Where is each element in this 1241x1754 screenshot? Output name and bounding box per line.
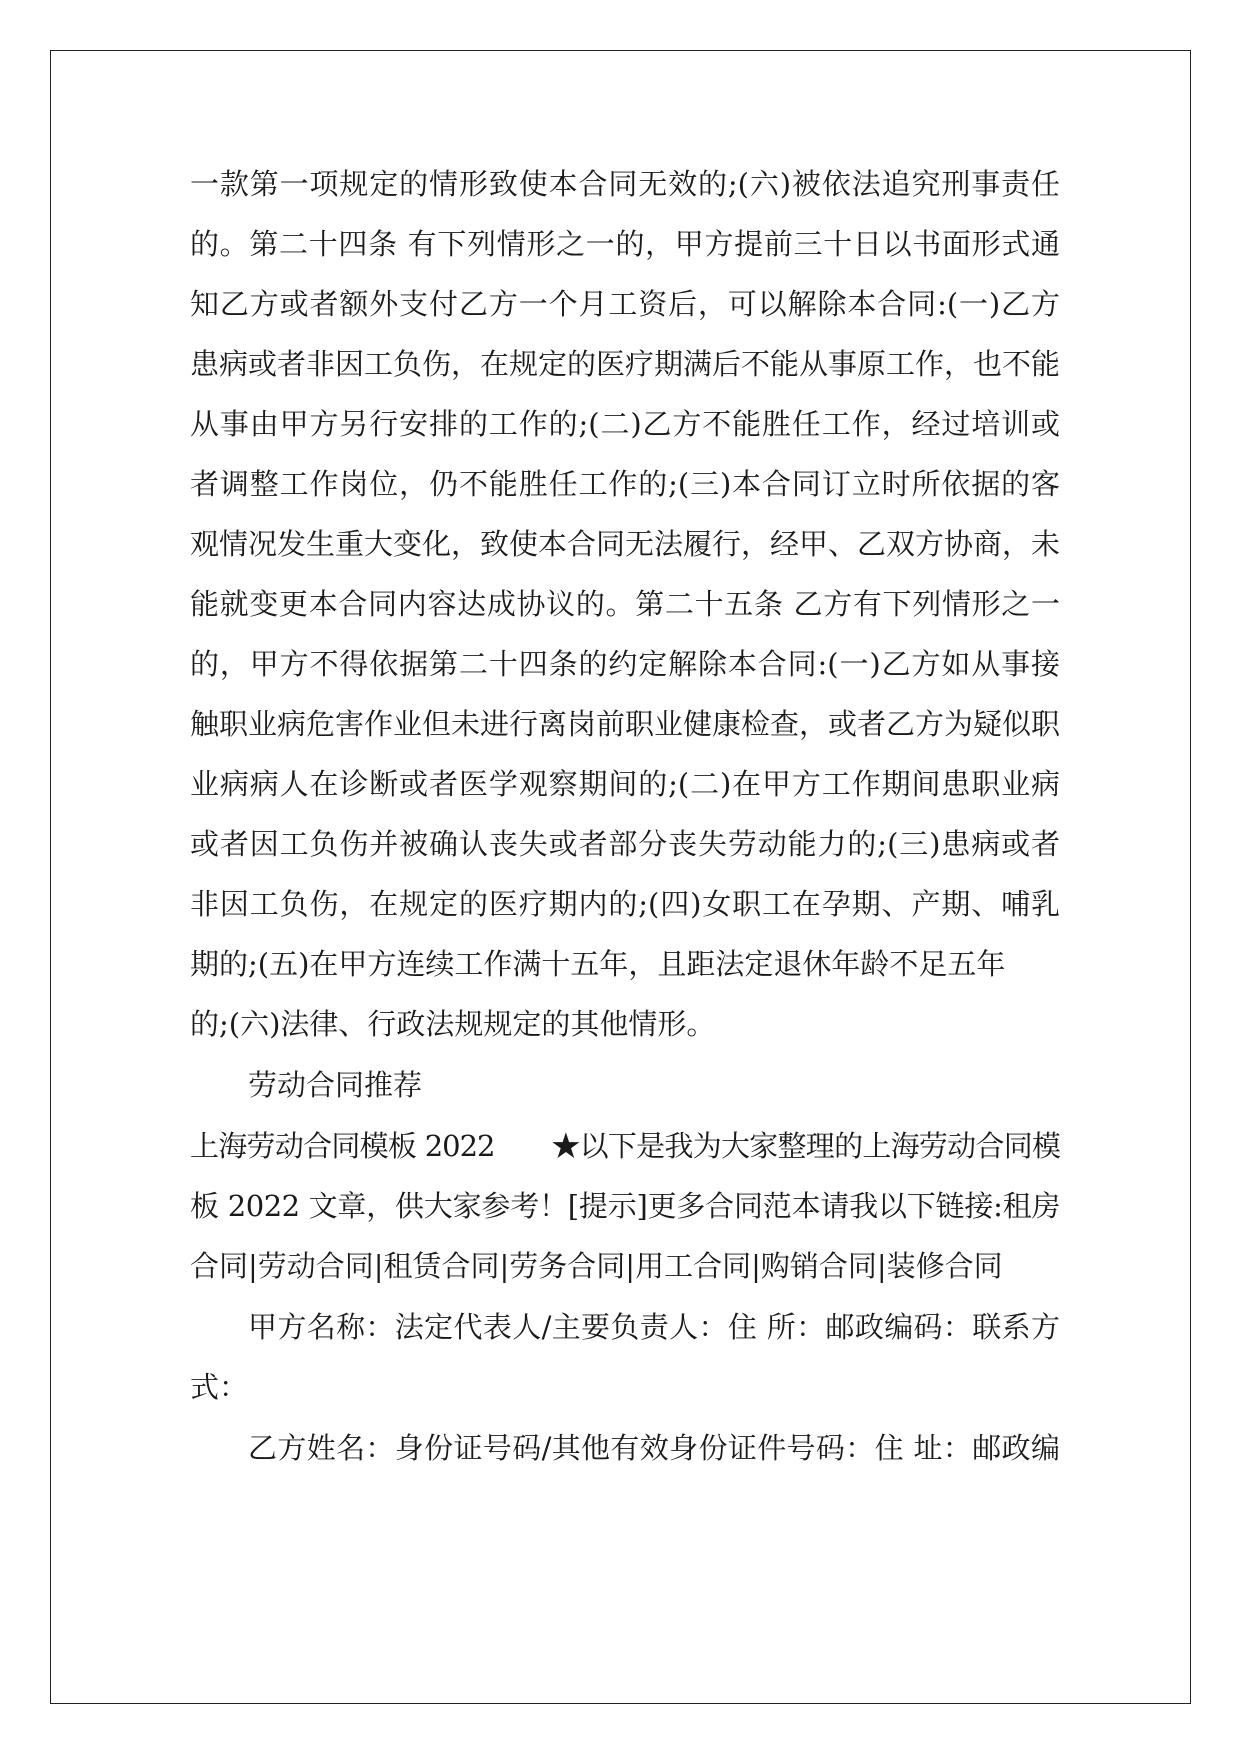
text-line: 板 2022 文章，供大家参考！[提示]更多合同范本请我以下链接:租房 <box>190 1189 1060 1223</box>
text-line: 业病病人在诊断或者医学观察期间的;(二)在甲方工作期间患职业病 <box>190 767 1060 801</box>
section-heading: 劳动合同推荐 <box>248 1068 423 1102</box>
text-line: 知乙方或者额外支付乙方一个月工资后，可以解除本合同:(一)乙方 <box>190 287 1060 321</box>
text-line: 乙方姓名：身份证号码/其他有效身份证件号码：住 址：邮政编 <box>248 1431 1060 1465</box>
text-line: 观情况发生重大变化，致使本合同无法履行，经甲、乙双方协商，未 <box>190 527 1061 561</box>
text-line: 触职业病危害作业但未进行离岗前职业健康检查，或者乙方为疑似职 <box>190 707 1061 741</box>
text-line: 或者因工负伤并被确认丧失或者部分丧失劳动能力的;(三)患病或者 <box>190 827 1060 861</box>
text-line: 患病或者非因工负伤，在规定的医疗期满后不能从事原工作，也不能 <box>190 347 1061 381</box>
text-line: 能就变更本合同内容达成协议的。第二十五条 乙方有下列情形之一 <box>190 587 1060 621</box>
text-line: 的;(六)法律、行政法规规定的其他情形。 <box>190 1007 716 1041</box>
text-line: 非因工负伤，在规定的医疗期内的;(四)女职工在孕期、产期、哺乳 <box>190 887 1060 921</box>
text-line: 上海劳动合同模板 2022 ★以下是我为大家整理的上海劳动合同模 <box>190 1129 1060 1163</box>
text-line: 甲方名称：法定代表人/主要负责人：住 所：邮政编码：联系方 <box>248 1310 1060 1344</box>
text-line: 的。第二十四条 有下列情形之一的，甲方提前三十日以书面形式通 <box>190 227 1060 261</box>
text-line: 一款第一项规定的情形致使本合同无效的;(六)被依法追究刑事责任 <box>190 167 1060 201</box>
text-line: 的，甲方不得依据第二十四条的约定解除本合同:(一)乙方如从事接 <box>190 647 1060 681</box>
text-line: 合同|劳动合同|租赁合同|劳务合同|用工合同|购销合同|装修合同 <box>190 1249 1003 1283</box>
text-line: 式： <box>190 1370 249 1404</box>
text-line: 者调整工作岗位，仍不能胜任工作的;(三)本合同订立时所依据的客 <box>190 467 1060 501</box>
text-line: 期的;(五)在甲方连续工作满十五年，且距法定退休年龄不足五年 <box>190 947 1006 981</box>
text-line: 从事由甲方另行安排的工作的;(二)乙方不能胜任工作，经过培训或 <box>190 407 1060 441</box>
